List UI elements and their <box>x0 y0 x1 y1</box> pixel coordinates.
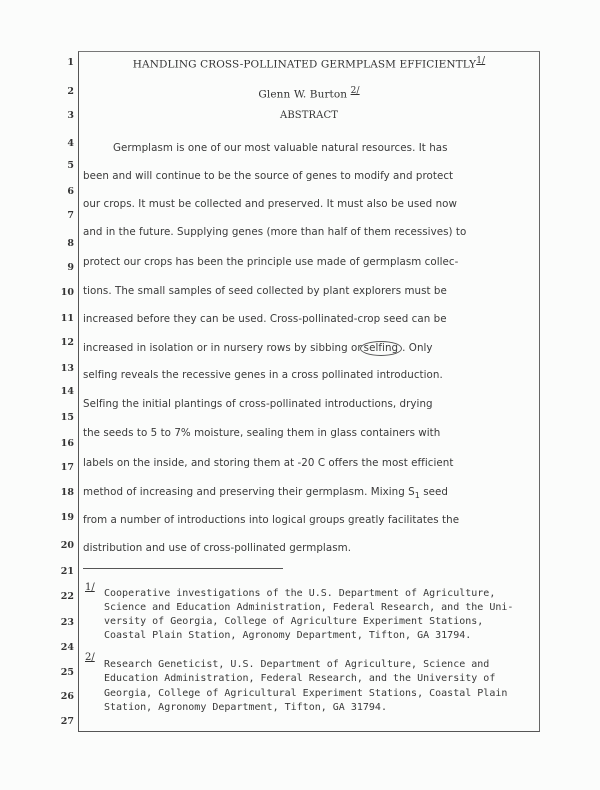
abstract-line-text: method of increasing and preserving their germplasm. Mixing S <box>83 486 415 498</box>
line-number: 2 <box>67 86 74 97</box>
line-number: 18 <box>60 487 74 498</box>
author-footnote-mark: 2/ <box>350 86 360 96</box>
line-number: 6 <box>67 186 74 197</box>
abstract-line: the seeds to 5 to 7% moisture, sealing them in glass containers with <box>83 427 441 439</box>
abstract-line: our crops. It must be collected and preserved. It must also be used now <box>83 198 457 210</box>
footnote-line: Coastal Plain Station, Agronomy Department, Tifton, GA 31794. <box>104 630 472 641</box>
abstract-line: been and will continue to be the source of genes to modify and protect <box>83 170 454 182</box>
footnote-mark: 2/ <box>85 652 95 663</box>
footnote-line: Cooperative investigations of the U.S. Department of Agriculture, <box>104 588 496 599</box>
footnote-line: Science and Education Administration, Federal Research, and the Uni- <box>104 602 514 613</box>
line-number: 11 <box>60 313 74 324</box>
abstract-line: tions. The small samples of seed collected by plant explorers must be <box>83 285 447 297</box>
abstract-line-18 <box>83 486 538 500</box>
abstract-line: Selfing the initial plantings of cross-pollinated introductions, drying <box>83 398 433 410</box>
footnote-line: Georgia, College of Agricultural Experiment Stations, Coastal Plain <box>104 688 508 699</box>
abstract-line: distribution and use of cross-pollinated germplasm. <box>83 542 352 554</box>
footnote-line: Station, Agronomy Department, Tifton, GA 31794. <box>104 702 387 713</box>
line-number: 15 <box>60 412 74 423</box>
line-number: 5 <box>67 160 74 171</box>
line-number: 8 <box>67 238 74 249</box>
line-number: 20 <box>60 540 74 551</box>
author-line <box>78 86 540 101</box>
line-number: 13 <box>60 363 74 374</box>
abstract-line: selfing reveals the recessive genes in a cross pollinated introduction. <box>83 369 443 381</box>
line-number: 3 <box>67 110 74 121</box>
line-number: 27 <box>60 716 74 727</box>
subscript: 1 <box>414 491 420 501</box>
line-number: 24 <box>60 642 74 653</box>
line-number: 22 <box>60 591 74 602</box>
line-number: 26 <box>60 691 74 702</box>
line-number: 16 <box>60 438 74 449</box>
title-footnote-mark: 1/ <box>476 56 486 66</box>
author-name: Glenn W. Burton <box>258 88 348 101</box>
section-heading: ABSTRACT <box>280 110 338 121</box>
line-number: 17 <box>60 462 74 473</box>
line-number: 9 <box>67 262 74 273</box>
abstract-line-tail: . Only <box>402 342 433 354</box>
line-number: 14 <box>60 386 74 397</box>
line-number: 25 <box>60 667 74 678</box>
circled-word-annotation: selfing <box>360 341 402 356</box>
line-number: 7 <box>67 210 74 221</box>
title-text: HANDLING CROSS-POLLINATED GERMPLASM EFFICIENTLY <box>132 58 477 71</box>
line-number: 19 <box>60 512 74 523</box>
abstract-line-tail: seed <box>419 486 448 498</box>
footnote-separator <box>83 568 283 569</box>
line-number: 4 <box>67 138 74 149</box>
line-number: 10 <box>60 287 74 298</box>
footnote-line: Research Geneticist, U.S. Department of Agriculture, Science and <box>104 659 490 670</box>
footnote-line: Education Administration, Federal Research, and the University of <box>104 673 496 684</box>
footnote-line: versity of Georgia, College of Agriculture Experiment Stations, <box>104 616 484 627</box>
abstract-line-12 <box>83 341 538 356</box>
abstract-line: labels on the inside, and storing them at -20 C offers the most efficient <box>83 457 454 469</box>
document-title <box>78 56 540 71</box>
abstract-line: increased before they can be used. Cross-pollinated-crop seed can be <box>83 313 447 325</box>
line-number: 12 <box>60 337 74 348</box>
abstract-line: protect our crops has been the principle use made of germplasm collec- <box>83 256 459 268</box>
abstract-line: Germplasm is one of our most valuable natural resources. It has <box>113 142 448 154</box>
abstract-line-text: increased in isolation or in nursery rows by sibbing or <box>83 342 362 354</box>
line-number: 23 <box>60 617 74 628</box>
line-number: 1 <box>67 57 74 68</box>
footnote-mark: 1/ <box>85 582 95 593</box>
abstract-line: from a number of introductions into logical groups greatly facilitates the <box>83 514 460 526</box>
line-number: 21 <box>60 566 74 577</box>
abstract-line: and in the future. Supplying genes (more than half of them recessives) to <box>83 226 467 238</box>
